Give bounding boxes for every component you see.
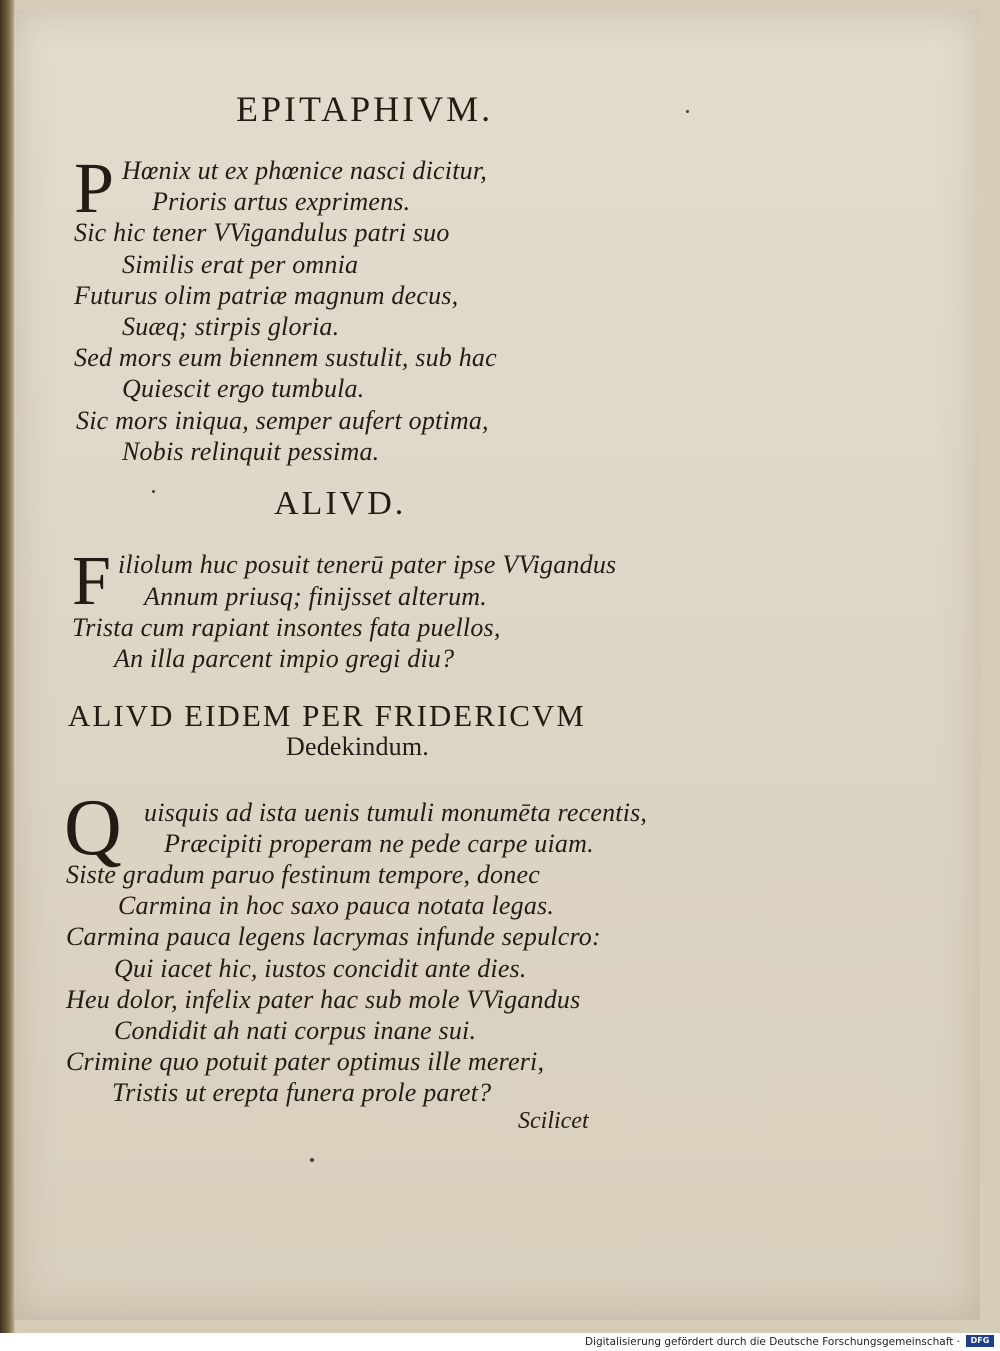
verse-line: Qui iacet hic, iustos concidit ante dies.	[114, 954, 527, 983]
paper-speck	[310, 1158, 314, 1162]
verse-line: Nobis relinquit pessima.	[122, 437, 380, 466]
verse-line: Hœnix ut ex phœnice nasci dicitur,	[122, 156, 487, 185]
verse-line: An illa parcent impio gregi diu?	[114, 644, 455, 673]
book-spine-edge	[0, 0, 14, 1333]
verse-line: Carmina pauca legens lacrymas infunde sepulcro:	[66, 922, 601, 951]
section-title-aliud-eidem: ALIVD EIDEM PER FRIDERICVM	[68, 698, 586, 733]
verse-line: Suæq; stirpis gloria.	[122, 312, 340, 341]
section-title-aliud: ALIVD.	[274, 485, 407, 522]
book-page	[14, 10, 980, 1320]
verse-line: Condidit ah nati corpus inane sui.	[114, 1016, 477, 1045]
dropcap-q: Q	[64, 784, 122, 872]
verse-line: Carmina in hoc saxo pauca notata legas.	[118, 891, 555, 920]
verse-line: Futurus olim patriæ magnum decus,	[74, 281, 459, 310]
verse-line: Crimine quo potuit pater optimus ille mereri,	[66, 1047, 545, 1076]
verse-line: uisquis ad ista uenis tumuli monumēta recentis,	[144, 798, 648, 827]
verse-line: iliolum huc posuit tenerū pater ipse VVigandus	[118, 550, 617, 579]
verse-line: Tristis ut erepta funera prole paret?	[112, 1078, 492, 1107]
verse-line: Sic hic tener VVigandulus patri suo	[74, 218, 450, 247]
digitization-credit: Digitalisierung gefördert durch die Deutsche Forschungsgemeinschaft ·	[584, 1336, 960, 1348]
verse-line: Similis erat per omnia	[122, 250, 359, 279]
section-subtitle: Dedekindum.	[286, 732, 430, 761]
verse-line: Heu dolor, infelix pater hac sub mole VVigandus	[66, 985, 581, 1014]
verse-line: Prioris artus exprimens.	[152, 187, 411, 216]
section-title-epitaphium: EPITAPHIVM.	[236, 89, 494, 129]
catchword: Scilicet	[518, 1108, 589, 1134]
verse-line: Sic mors iniqua, semper aufert optima,	[76, 406, 489, 435]
dropcap-p: P	[74, 148, 115, 228]
paper-speck	[686, 110, 689, 113]
paper-speck	[152, 490, 155, 493]
dropcap-f: F	[72, 543, 111, 620]
verse-line: Præcipiti properam ne pede carpe uiam.	[164, 829, 594, 858]
verse-line: Quiescit ergo tumbula.	[122, 374, 365, 403]
verse-line: Trista cum rapiant insontes fata puellos,	[72, 613, 501, 642]
dfg-logo-icon: DFG	[966, 1335, 994, 1347]
verse-line: Sed mors eum biennem sustulit, sub hac	[74, 343, 497, 372]
verse-line: Siste gradum paruo festinum tempore, donec	[66, 860, 540, 889]
verse-line: Annum priusq; finijsset alterum.	[144, 582, 487, 611]
